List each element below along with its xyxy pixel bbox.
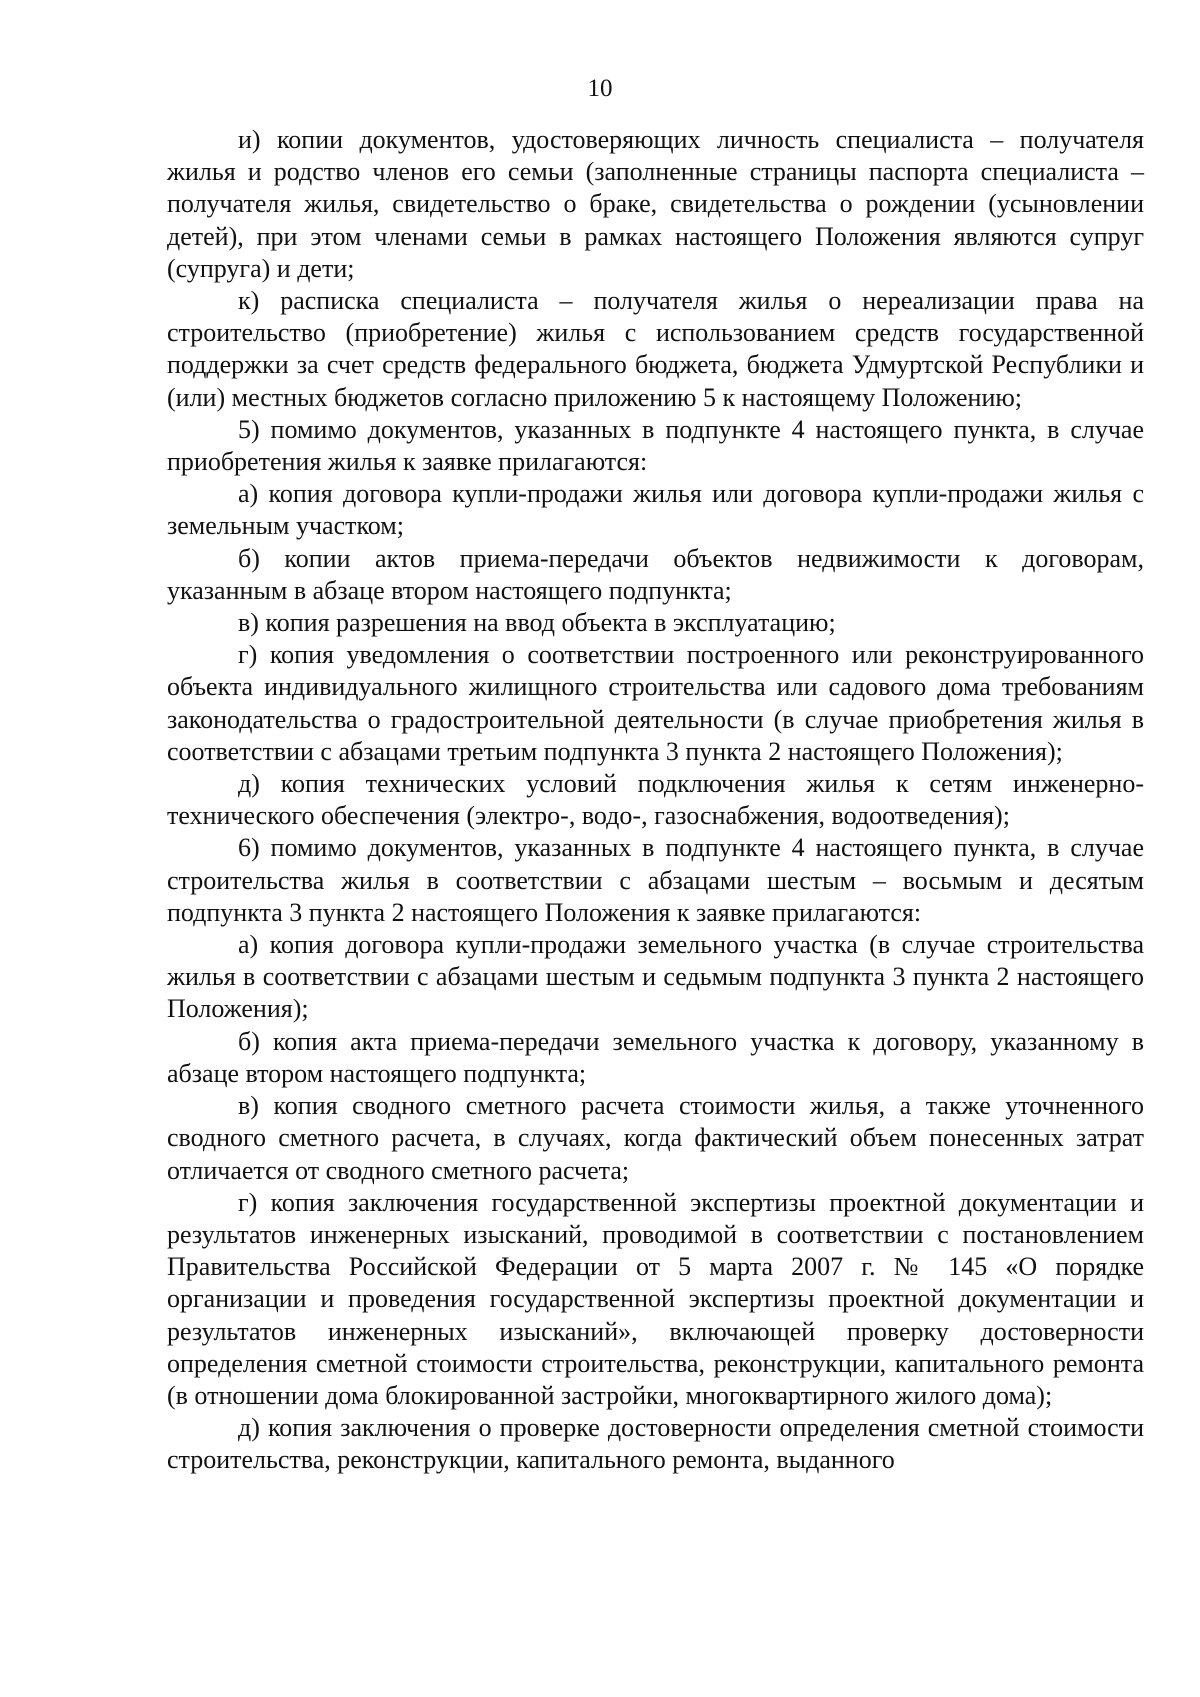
document-body: [167, 124, 1144, 1477]
paragraph-5d-technical-conditions: д) копия технических условий подключения жилья к сетям инженерно-технического обеспечения (электро-, водо-, газоснабжения, водоотведения);: [167, 769, 1144, 831]
paragraph-5b-transfer-acts: б) копии актов приема-передачи объектов недвижимости к договорам, указанным в абзаце втором настоящего подпункта;: [167, 543, 1144, 605]
paragraph-5a-sale-contract: а) копия договора купли-продажи жилья или договора купли-продажи жилья с земельным участком;: [167, 479, 1144, 541]
page-number: 10: [587, 75, 613, 102]
paragraph-6d-cost-verification: д) копия заключения о проверке достоверности определения сметной стоимости строительства, реконструкции, капитального ремонта, выданного: [167, 1413, 1144, 1475]
paragraph-k-receipt: к) расписка специалиста – получателя жилья о нереализации права на строительство (приобретение) жилья с использованием средств государственной поддержки за счет средств федерального бюджета, бюджета Удмуртской Республики и (или) местных бюджетов согласно приложению 5 к настоящему Положению;: [167, 286, 1144, 412]
paragraph-i-identity-documents: и) копии документов, удостоверяющих личность специалиста – получателя жилья и родство членов его семьи (заполненные страницы паспорта специалиста – получателя жилья, свидетельство о браке, свидетельства о рождении (усыновлении детей), при этом членами семьи в рамках настоящего Положения являются супруг (супруга) и дети;: [167, 125, 1144, 283]
paragraph-5v-commissioning-permit: в) копия разрешения на ввод объекта в эксплуатацию;: [238, 608, 836, 638]
paragraph-6a-land-sale-contract: а) копия договора купли-продажи земельного участка (в случае строительства жилья в соответствии с абзацами шестым и седьмым подпункта 3 пункта 2 настоящего Положения);: [167, 930, 1144, 1024]
paragraph-6g-state-expertise: г) копия заключения государственной экспертизы проектной документации и результатов инженерных изысканий, проводимой в соответствии с постановлением Правительства Российской Федерации от 5 марта 2007 г. № 145 «О порядке организации и проведения государственной экспертизы проектной документации и результатов инженерных изысканий», включающей проверку достоверности определения сметной стоимости строительства, реконструкции, капитального ремонта (в отношении дома блокированной застройки, многоквартирного жилого дома);: [167, 1187, 1144, 1410]
paragraph-5-purchase-documents: 5) помимо документов, указанных в подпункте 4 настоящего пункта, в случае приобретения жилья к заявке прилагаются:: [167, 414, 1144, 477]
paragraph-6b-land-transfer-act: б) копия акта приема-передачи земельного участка к договору, указанному в абзаце втором настоящего подпункта;: [167, 1026, 1144, 1088]
paragraph-5g-compliance-notice: г) копия уведомления о соответствии построенного или реконструированного объекта индивидуального жилищного строительства или садового дома требованиям законодательства о градостроительной деятельности (в случае приобретения жилья в соответствии с абзацами третьим подпункта 3 пункта 2 настоящего Положения);: [167, 640, 1144, 766]
paragraph-6v-cost-estimate: в) копия сводного сметного расчета стоимости жилья, а также уточненного сводного сметного расчета, в случаях, когда фактический объем понесенных затрат отличается от сводного сметного расчета;: [167, 1091, 1144, 1185]
paragraph-6-construction-documents: 6) помимо документов, указанных в подпункте 4 настоящего пункта, в случае строительства жилья в соответствии с абзацами шестым – восьмым и десятым подпункта 3 пункта 2 настоящего Положения к заявке прилагаются:: [167, 833, 1144, 927]
